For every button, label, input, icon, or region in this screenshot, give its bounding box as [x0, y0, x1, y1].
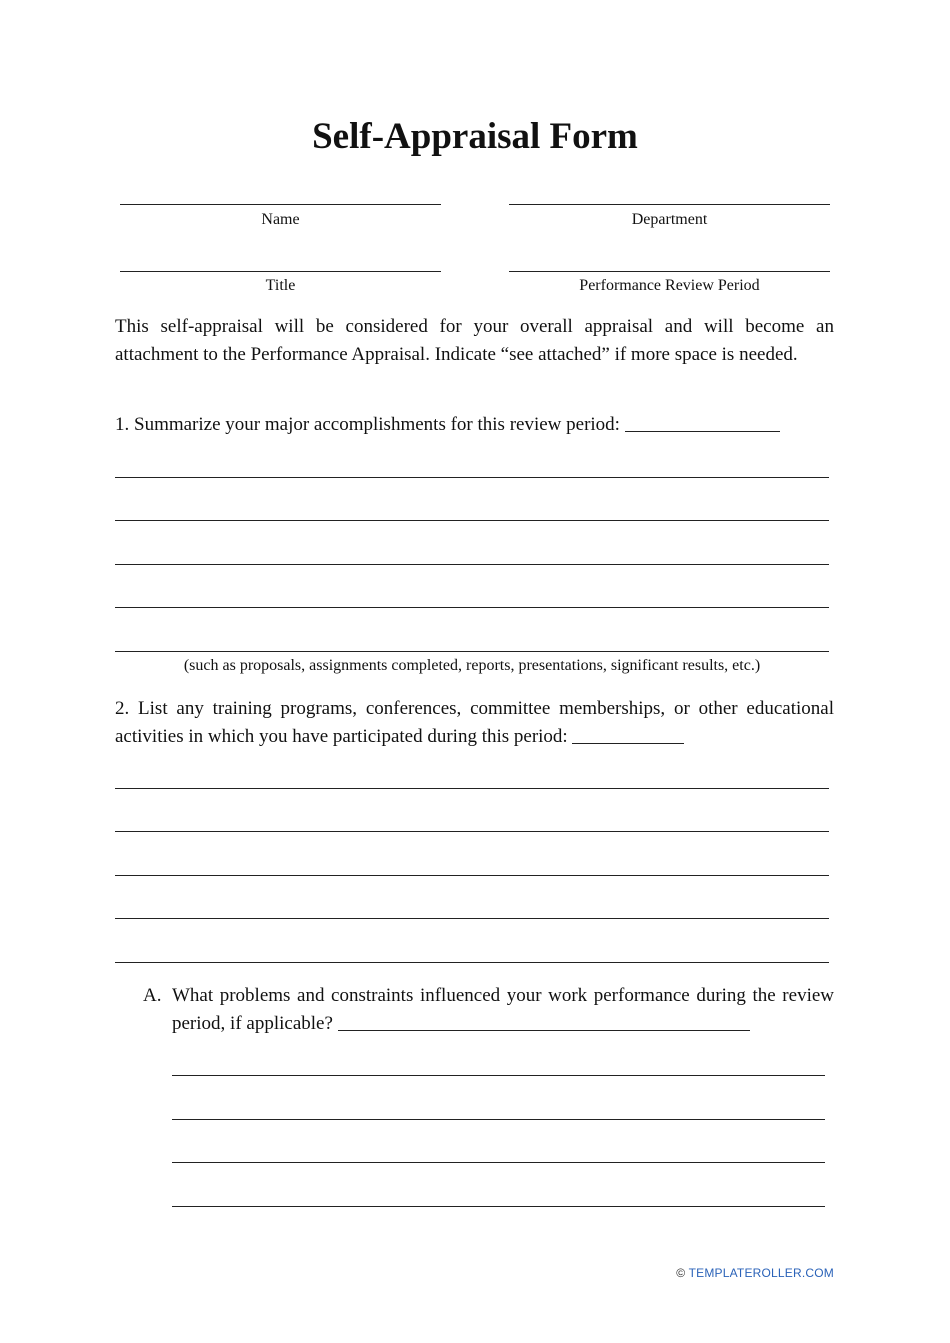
answer-2-line-2[interactable] [115, 831, 829, 832]
answer-2-line-5[interactable] [115, 962, 829, 963]
answer-1-line-5[interactable] [115, 651, 829, 652]
answer-a-line-2[interactable] [172, 1119, 825, 1120]
question-1-text: 1. Summarize your major accomplishments for this review period: [115, 414, 620, 435]
question-1-inline-line[interactable] [625, 430, 780, 432]
answer-a-line-3[interactable] [172, 1162, 825, 1163]
question-1 [115, 411, 780, 439]
answer-a-line-4[interactable] [172, 1206, 825, 1207]
title-label: Title [265, 277, 296, 294]
name-line[interactable] [120, 204, 441, 205]
title-line[interactable] [120, 271, 441, 272]
question-2 [115, 695, 834, 750]
answer-1-line-1[interactable] [115, 477, 829, 478]
question-a-label: A. [143, 985, 162, 1006]
name-label: Name [261, 211, 300, 228]
question-a [143, 982, 834, 1037]
question-2-inline-line[interactable] [572, 742, 684, 744]
brand-link[interactable]: TEMPLATEROLLER.COM [688, 1266, 834, 1280]
copyright-icon: © [676, 1266, 686, 1280]
review-period-line[interactable] [509, 271, 830, 272]
question-1-note: (such as proposals, assignments completed, reports, presentations, significant results, etc.) [183, 657, 761, 674]
answer-1-line-4[interactable] [115, 607, 829, 608]
form-title: Self-Appraisal Form [312, 116, 638, 157]
review-period-label: Performance Review Period [579, 277, 760, 294]
answer-2-line-1[interactable] [115, 788, 829, 789]
answer-1-line-2[interactable] [115, 520, 829, 521]
question-a-text: What problems and constraints influenced your work performance during the review period, if applicable? [172, 985, 834, 1034]
answer-1-line-3[interactable] [115, 564, 829, 565]
answer-2-line-4[interactable] [115, 918, 829, 919]
answer-a-line-1[interactable] [172, 1075, 825, 1076]
department-label: Department [631, 211, 708, 228]
footer-brand[interactable] [676, 1266, 834, 1280]
intro-paragraph: This self-appraisal will be considered for your overall appraisal and will become an attachment to the Performance Appraisal. Indicate “see attached” if more space is needed. [115, 316, 834, 365]
question-2-text: 2. List any training programs, conferences, committee memberships, or other educational activities in which you have participated during this period: [115, 698, 834, 747]
question-a-inline-line[interactable] [338, 1029, 750, 1031]
department-line[interactable] [509, 204, 830, 205]
answer-2-line-3[interactable] [115, 875, 829, 876]
